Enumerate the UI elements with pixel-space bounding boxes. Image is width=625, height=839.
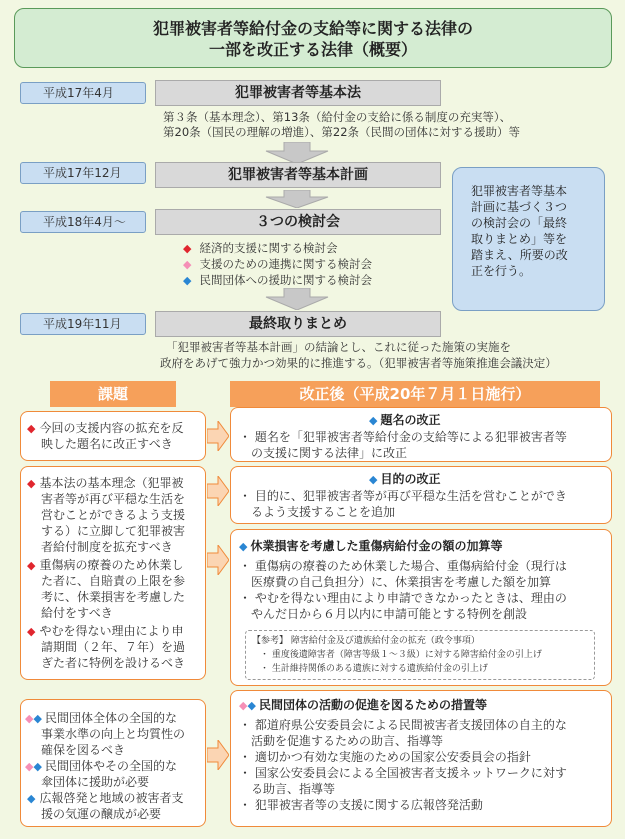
issue-item: ◆ 今回の支援内容の拡充を反	[27, 421, 184, 435]
meeting-item: ◆ 民間団体への援助に関する検討会	[183, 273, 372, 287]
law-note-line-1: 第３条（基本理念）、第13条（給付金の支給に係る制度の充実等）、	[163, 110, 512, 124]
title-line-1: 犯罪被害者等給付金の支給等に関する法律の	[152, 19, 473, 38]
blue-diamond-icon: ◆	[369, 414, 378, 427]
blue-diamond-icon: ◆	[33, 760, 42, 773]
red-diamond-icon: ◆	[27, 625, 36, 638]
law-note-line-2: 第20条（国民の理解の増進）、第22条（民間の団体に対する援助）等	[163, 125, 521, 139]
side-note-box: 犯罪被害者等基本 計画に基づく３つ の検討会の「最終 取りまとめ」等を 踏まえ、所要の改 正を行う。	[452, 167, 605, 311]
right-arrow-icon	[207, 740, 229, 770]
right-arrow-icon	[207, 545, 229, 575]
amendment-heading: ◆◆ 民間団体の活動の促進を図るための措置等	[239, 698, 487, 712]
issue-item: ◆◆ 民間団体全体の全国的な	[25, 711, 177, 725]
title-line-2: 一部を改正する法律（概要）	[208, 40, 417, 59]
stage-box: 犯罪被害者等基本計画	[155, 162, 441, 188]
blue-diamond-icon: ◆	[369, 473, 378, 486]
amendment-box-injury: ◆ 休業損害を考慮した重傷病給付金の額の加算等 ・ 重傷病の療養のため休業した場合、重傷病給付金（現行は 医療費の自己負担分）に、休業損害を考慮した額を加算 ・ やむを得ない理由により申請できなかったときは、理由の やんだ日から６月以内に申請可能とする特例を創設 【参考】 障害給付金及び遺族給付金の拡充（政令事項） ・ 重度後遺障害者（障害等級１～３級）に対する障害給付金の引上げ ・ 生計維持関係のある遺族に対する遺族給付金の引上げ	[230, 529, 612, 686]
red-diamond-icon: ◆	[27, 422, 36, 435]
red-diamond-icon: ◆	[27, 559, 36, 572]
stage-box: 犯罪被害者等基本法	[155, 80, 441, 106]
issues-header: 課題	[50, 381, 176, 407]
date-label: 平成17年12月	[20, 162, 146, 184]
red-diamond-icon: ◆	[27, 477, 36, 490]
meeting-item: ◆ 支援のための連携に関する検討会	[183, 257, 372, 271]
final-note-line-2: 政府をあげて強力かつ効果的に推進する。（犯罪被害者等施策推進会議決定）	[160, 356, 557, 370]
pink-diamond-icon: ◆	[25, 712, 34, 725]
date-label: 平成17年4月	[20, 82, 146, 104]
issue-box: ◆ 基本法の基本理念（犯罪被 害者等が再び平穏な生活を 営むことができるよう支援 する）に立脚して犯罪被害 者給付制度を拡充すべき ◆ 重傷病の療養のため休業し た者に、自賠責の上限を参 考に、休業損害を考慮した 給付をすべき ◆ やむを得ない理由により申 請期間（２年、７年）を過 ぎた者に特例を設けるべき	[20, 466, 206, 680]
right-arrow-icon	[207, 476, 229, 506]
blue-diamond-icon: ◆	[33, 712, 42, 725]
date-label: 平成19年11月	[20, 313, 146, 335]
amendment-heading: ◆ 目的の改正	[369, 472, 441, 486]
pink-diamond-icon: ◆	[183, 258, 192, 271]
issue-item: ◆◆ 民間団体やその全国的な	[25, 759, 177, 773]
stage-box: 最終取りまとめ	[155, 311, 441, 337]
red-diamond-icon: ◆	[183, 242, 192, 255]
blue-diamond-icon: ◆	[247, 699, 256, 712]
down-arrow-icon	[262, 142, 332, 164]
down-arrow-icon	[262, 190, 332, 208]
reference-box: 【参考】 障害給付金及び遺族給付金の拡充（政令事項） ・ 重度後遺障害者（障害等級１～３級）に対する障害給付金の引上げ ・ 生計維持関係のある遺族に対する遺族給付金の引上げ	[245, 630, 595, 680]
issue-item: ◆ やむを得ない理由により申	[27, 624, 184, 638]
issue-item: ◆ 広報啓発と地域の被害者支	[27, 791, 184, 805]
final-note-line-1: 「犯罪被害者等基本計画」の結論とし、これに従った施策の実施を	[166, 340, 511, 354]
blue-diamond-icon: ◆	[27, 792, 36, 805]
amendment-box-title: ◆ 題名の改正 ・ 題名を「犯罪被害者等給付金の支給等による犯罪被害者等 の支援に関する法律」に改正	[230, 407, 612, 462]
issue-item: ◆ 基本法の基本理念（犯罪被	[27, 476, 184, 490]
amendment-heading: ◆ 題名の改正	[369, 413, 441, 427]
down-arrow-icon	[262, 288, 332, 310]
right-arrow-icon	[207, 421, 229, 451]
date-label: 平成18年4月～	[20, 211, 146, 233]
issue-item: ◆ 重傷病の療養のため休業し	[27, 558, 184, 572]
amendments-header: 改正後（平成20年７月１日施行）	[230, 381, 600, 407]
amendment-box-private: ◆◆ 民間団体の活動の促進を図るための措置等 ・ 都道府県公安委員会による民間被害者支援団体の自主的な 活動を促進するための助言、指導等 ・ 適切かつ有効な実施のための国家公安委員会の指針 ・ 国家公安委員会による全国被害者支援ネットワークに対す る助言、指導等 ・ 犯罪被害者等の支援に関する広報啓発活動	[230, 690, 612, 827]
meeting-item: ◆ 経済的支援に関する検討会	[183, 241, 338, 255]
blue-diamond-icon: ◆	[239, 540, 248, 553]
issue-box: ◆◆ 民間団体全体の全国的な 事業水準の向上と均質性の 確保を図るべき ◆◆ 民間団体やその全国的な 傘団体に援助が必要 ◆ 広報啓発と地域の被害者支 援の気運の醸成が必要	[20, 699, 206, 827]
stage-box: ３つの検討会	[155, 209, 441, 235]
amendment-box-purpose: ◆ 目的の改正 ・ 目的に、犯罪被害者等が再び平穏な生活を営むことができ るよう支援することを追加	[230, 466, 612, 524]
blue-diamond-icon: ◆	[183, 274, 192, 287]
issue-box: ◆ 今回の支援内容の拡充を反 映した題名に改正すべき	[20, 411, 206, 461]
amendment-heading: ◆ 休業損害を考慮した重傷病給付金の額の加算等	[239, 539, 503, 553]
pink-diamond-icon: ◆	[25, 760, 34, 773]
pink-diamond-icon: ◆	[239, 699, 248, 712]
page-title	[14, 8, 612, 68]
